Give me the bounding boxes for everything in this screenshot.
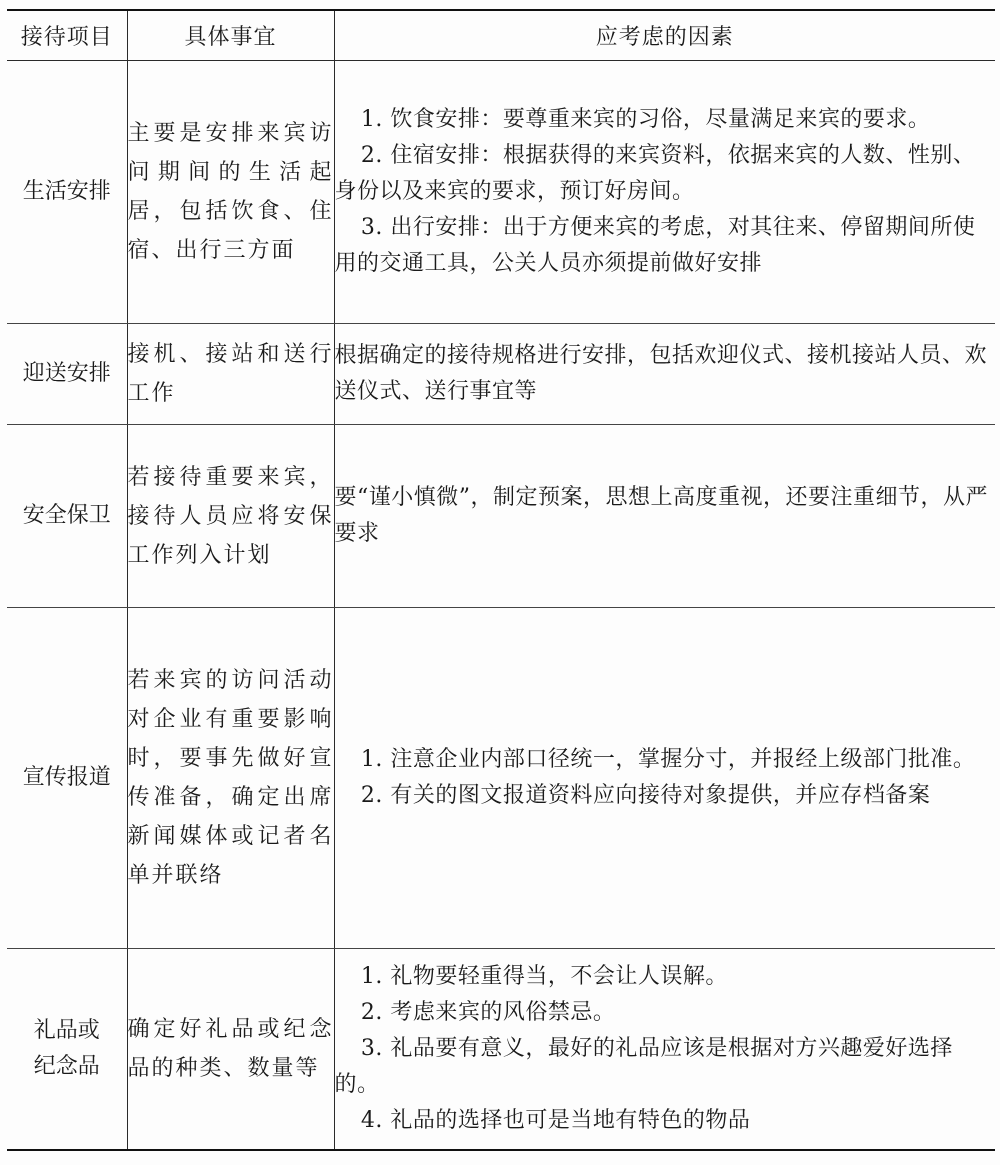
factor-line: 3. 礼品要有意义，最好的礼品应该是根据对方兴趣爱好选择的。 bbox=[334, 1036, 953, 1097]
factors-cell bbox=[334, 949, 995, 1151]
header-row bbox=[7, 10, 995, 61]
header-factors: 应考虑的因素 bbox=[334, 10, 995, 61]
factor-line: 2. 考虑来宾的风俗禁忌。 bbox=[360, 1000, 616, 1025]
factor-line: 2. 住宿安排：根据获得的来宾资料，依据来宾的人数、性别、身份以及来宾的要求，预订好房间。 bbox=[334, 143, 976, 204]
detail-text: 主要是安排来宾访问期间的生活起居，包括饮食、住宿、出行三方面 bbox=[127, 121, 334, 263]
detail-text: 若来宾的访问活动对企业有重要影响时，要事先做好宣传准备，确定出席新闻媒体或记者名单并联络 bbox=[127, 668, 334, 888]
factors-cell bbox=[334, 608, 995, 949]
table-row bbox=[7, 61, 995, 324]
item-cell: 安全保卫 bbox=[7, 425, 127, 608]
factor-line: 1. 饮食安排：要尊重来宾的习俗，尽量满足来宾的要求。 bbox=[360, 107, 931, 132]
detail-cell bbox=[127, 324, 334, 425]
detail-cell bbox=[127, 61, 334, 324]
header-item: 接待项目 bbox=[7, 10, 127, 61]
factor-line: 3. 出行安排：出于方便来宾的考虑，对其往来、停留期间所使用的交通工具，公关人员亦须提前做好安排 bbox=[334, 215, 976, 276]
table-row bbox=[7, 324, 995, 425]
factor-line: 1. 礼物要轻重得当，不会让人误解。 bbox=[360, 964, 728, 989]
factor-line: 4. 礼品的选择也可是当地有特色的物品 bbox=[360, 1108, 751, 1133]
detail-cell bbox=[127, 949, 334, 1151]
item-cell: 宣传报道 bbox=[7, 608, 127, 949]
factor-line: 2. 有关的图文报道资料应向接待对象提供，并应存档备案 bbox=[360, 783, 931, 808]
factors-cell bbox=[334, 61, 995, 324]
header-detail: 具体事宜 bbox=[127, 10, 334, 61]
table-row bbox=[7, 608, 995, 949]
factor-line: 要“谨小慎微”，制定预案，思想上高度重视，还要注重细节，从严要求 bbox=[334, 485, 988, 546]
detail-text: 接机、接站和送行工作 bbox=[127, 342, 334, 406]
table-row bbox=[7, 949, 995, 1151]
item-cell: 生活安排 bbox=[7, 61, 127, 324]
item-cell: 迎送安排 bbox=[7, 324, 127, 425]
factor-line: 1. 注意企业内部口径统一，掌握分寸，并报经上级部门批准。 bbox=[360, 747, 976, 772]
detail-text: 若接待重要来宾，接待人员应将安保工作列入计划 bbox=[127, 464, 334, 568]
table-row bbox=[7, 425, 995, 608]
factors-cell bbox=[334, 425, 995, 608]
detail-cell bbox=[127, 425, 334, 608]
factor-line: 根据确定的接待规格进行安排，包括欢迎仪式、接机接站人员、欢送仪式、送行事宜等 bbox=[334, 343, 988, 404]
factors-cell bbox=[334, 324, 995, 425]
item-cell bbox=[7, 949, 127, 1151]
item-line: 纪念品 bbox=[33, 1054, 100, 1079]
detail-text: 确定好礼品或纪念品的种类、数量等 bbox=[127, 1017, 334, 1081]
detail-cell bbox=[127, 608, 334, 949]
reception-table bbox=[7, 9, 995, 1151]
item-line: 礼品或 bbox=[33, 1018, 100, 1043]
